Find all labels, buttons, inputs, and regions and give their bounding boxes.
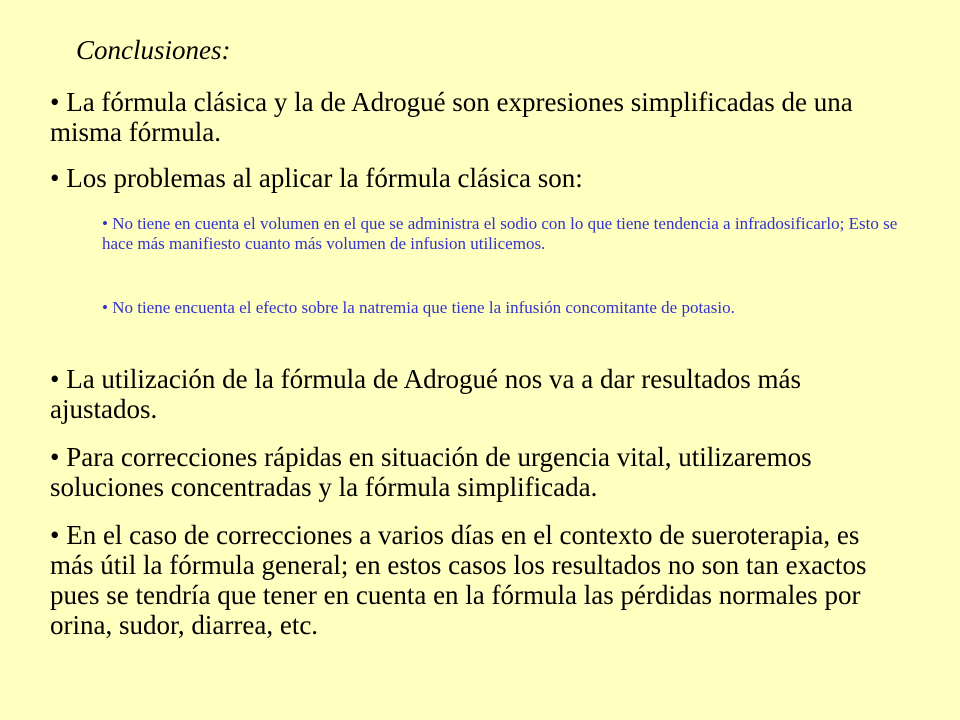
bullet-formula-equivalence: • La fórmula clásica y la de Adrogué son expresiones simplificadas de una misma fórmula. (50, 87, 853, 147)
sub-bullet-volume: • No tiene en cuenta el volumen en el que se administra el sodio con lo que tiene tendencia a infradosificarlo; Esto se hace más manifiesto cuanto más volumen de infusion utilicemos. (102, 214, 898, 253)
bullet-multi-day-corrections: • En el caso de correcciones a varios días en el contexto de sueroterapia, es más útil la fórmula general; en estos casos los resultados no son tan exactos pues se tendría que tener en cuenta en la fórmula las pérdidas normales por orina, sudor, diarrea, etc. (50, 520, 867, 640)
bullet-classic-problems: • Los problemas al aplicar la fórmula clásica son: (50, 163, 583, 193)
slide-title: Conclusiones: (76, 35, 231, 65)
bullet-adrogue-results: • La utilización de la fórmula de Adrogué nos va a dar resultados más ajustados. (50, 364, 801, 424)
sub-bullet-potassium: • No tiene encuenta el efecto sobre la natremia que tiene la infusión concomitante de potasio. (102, 298, 735, 317)
bullet-rapid-corrections: • Para correcciones rápidas en situación de urgencia vital, utilizaremos soluciones concentradas y la fórmula simplificada. (50, 442, 812, 502)
